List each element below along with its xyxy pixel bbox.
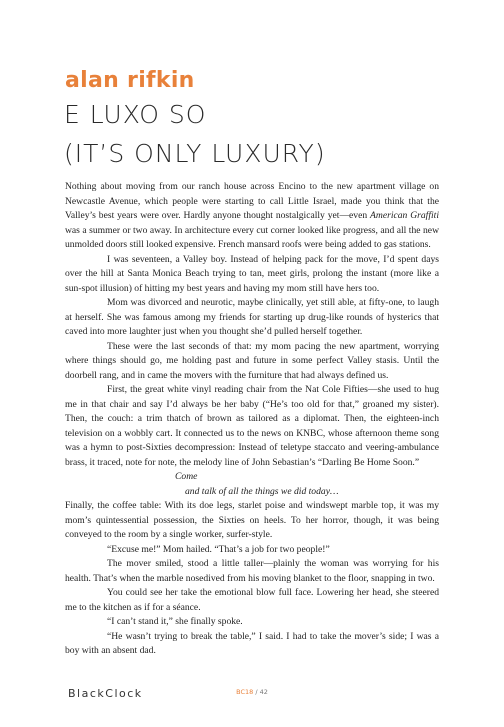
paragraph-1-italic-title: American Graffiti [370,210,440,221]
paragraph-6: Finally, the coffee table: With its doe legs, starlet poise and windswept marble top, it was my mom’s quintessential possession, the Sixties on heels. To her horror, though, it was being conveyed to the room by a single worker, surfer-style. [65,500,439,540]
verse-line-1: Come [175,471,198,482]
page-number: 42 [259,688,268,696]
article-title-line-2: (IT’S ONLY LUXURY) [64,139,326,168]
paragraph-5: First, the great white vinyl reading chair from the Nat Cole Fifties—she used to hug me in that chair and say I’d always be her baby (“He’s too old for that,” groaned my sister). Then, the couch: a trim thatch of brown as tailored as a diplomat. Then, the eighteen-inch television on a wobbly cart. It connected us to the news on KNBC, whose afternoon theme song was a hymn to post-Sixties decompression: Instead of teletype staccato and veering-ambulance brass, it traced, note for note, the melody line of John Sebastian’s “Darling Be Home Soon.” [65,384,439,468]
author-name: alan rifkin [65,68,195,93]
page-folio [0,688,504,696]
paragraph-4: These were the last seconds of that: my mom pacing the new apartment, worrying where things should go, me holding past and future in some perfect Valley stasis. Until the doorbell rang, and in came the movers with the furniture that had always defined us. [65,340,439,381]
article-title-line-1: E LUXO SO [64,100,207,129]
paragraph-1-text-b: was a summer or two away. In architecture every cut corner looked like progress, and all the new unmolded doors still looked expensive. French mansard roofs were being added to gas stations. [65,224,439,250]
magazine-logo: BlackClock [68,687,143,700]
verse-line-2: and talk of all the things we did today… [185,485,339,497]
paragraph-9: You could see her take the emotional blow full face. Lowering her head, she steered me to the kitchen as if for a séance. [65,587,439,613]
folio-separator: / [253,688,260,696]
paragraph-1-text-a: Nothing about moving from our ranch house across Encino to the new apartment village on Newcastle Avenue, which people were starting to call Little Israel, made you think that the Valley’s best years were over. Hardly anyone thought nostalgically yet—even [65,181,439,221]
paragraph-10: “I can’t stand it,” she finally spoke. [107,616,243,627]
paragraph-1 [65,180,439,253]
article-body [65,180,439,659]
paragraph-3: Mom was divorced and neurotic, maybe clinically, yet still able, at fifty-one, to laugh at herself. She was famous among my friends for starting up drug-like rounds of hysterics that caved into more laughter just when you thought she’d pulled herself together. [65,297,439,337]
issue-number: BC18 [236,688,254,696]
paragraph-11: “He wasn’t trying to break the table,” I said. I had to take the mover’s side; I was a boy with an absent dad. [65,630,439,656]
paragraph-7: “Excuse me!” Mom hailed. “That’s a job for two people!” [107,543,330,555]
paragraph-8: The mover smiled, stood a little taller—plainly the woman was worrying for his health. That’s when the marble nosedived from his moving blanket to the floor, snapping in two. [65,558,439,584]
paragraph-2: I was seventeen, a Valley boy. Instead of helping pack for the move, I’d spent days over the hill at Santa Monica Beach trying to tan, meet girls, prolong the instant (more like a sun-spot illusion) of hitting my best years and having my mom still have hers too. [65,253,439,294]
